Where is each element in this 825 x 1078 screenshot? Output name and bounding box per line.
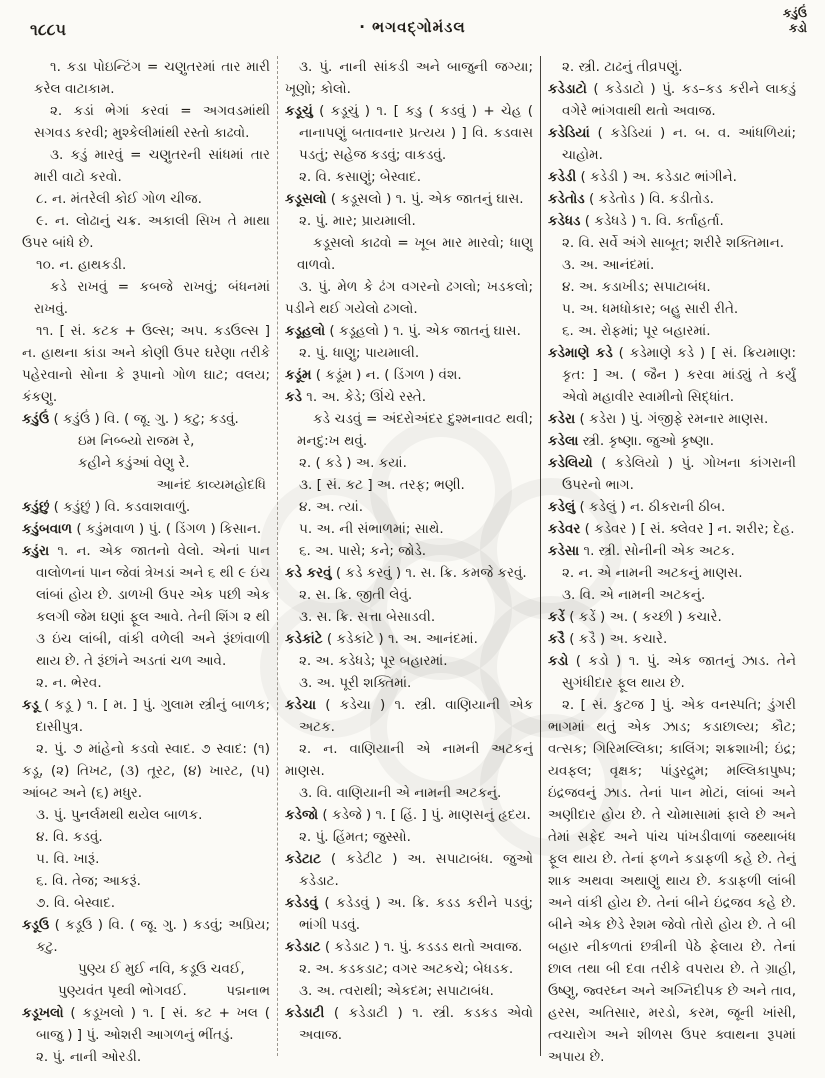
dictionary-line: કડૈ ( કડૈ ) અ. કચારે. bbox=[548, 631, 668, 647]
dictionary-line: ૩. પું. નાની સાંકડી અને બાજુની જગ્યા; ખૂણો; કોલો. bbox=[285, 59, 533, 97]
dictionary-line: ૬. વિ. તેજ; આકરૂં. bbox=[36, 873, 141, 889]
headword: કડૈ bbox=[548, 631, 565, 647]
headword: કડેકાંટે bbox=[285, 631, 323, 647]
dictionary-line: ૫. વિ. ખારૂં. bbox=[36, 851, 100, 867]
dictionary-line: ૨. પું. હિંમત; જુસ્સો. bbox=[299, 829, 411, 845]
dictionary-line: ૬. અ. રોફમાં; પૂર બહારમાં. bbox=[562, 323, 711, 339]
dictionary-line: કડેમાણે કડે ( કડેમાણે કડે ) [ સં. ક્રિયમાણ: કૃત: ] અ. ( જૈન ) કરવા માંડ્યું તે કર્યું એવો મહાવીર સ્વામીનો સિદ્ધાંત. bbox=[548, 345, 796, 405]
dictionary-line: આનંદ કાવ્યમહોદધિ bbox=[156, 477, 266, 493]
dictionary-line: કડૂંમ ( કડૂંમ ) ન. ( ડિંગળ ) વંશ. bbox=[285, 367, 462, 383]
headword: કડેડાટ bbox=[285, 939, 321, 955]
dictionary-line: ઇમ નિબ્બ્યો રાજમ રે, bbox=[78, 433, 195, 449]
headword: કડેલું bbox=[548, 499, 576, 515]
headword: કડુંબવાળ bbox=[22, 521, 73, 537]
headword: કડેડાટો bbox=[548, 81, 587, 97]
dictionary-line: ૨. વિ. સર્વે અંગે સાબૂત; શરીરે શક્તિમાન. bbox=[562, 235, 785, 251]
dictionary-line: કડૂ ( કડૂ ) ૧. [ મ. ] પું. ગુલામ સ્ત્રીનું બાળક; દાસીપુત્ર. bbox=[22, 697, 270, 735]
headword: કડેવર bbox=[548, 521, 581, 537]
dictionary-line: ૨. વિ. કસાણું; બેસ્વાદ. bbox=[299, 169, 422, 185]
dictionary-line: ૨. કડાં ભેગાં કરવાં = અગવડમાંથી સગવડ કરવી; મુશ્કેલીમાંથી રસ્તો કાઢવો. bbox=[34, 103, 270, 141]
page-number: ૧૮૮૫ bbox=[30, 20, 66, 39]
dictionary-line: ૩. સ. ક્રિ. સત્તા બેસાડવી. bbox=[299, 609, 436, 625]
dictionary-column-right bbox=[548, 56, 796, 1066]
dictionary-line: કડૂઉ ( કડૂઉ ) વિ. ( જૂ. ગુ. ) કડવું; અપ્રિય; કટુ. bbox=[22, 917, 270, 955]
dictionary-line: કડેટાટ ( કડેટીટ ) અ. સપાટાબંધ. જુઓ કડેડાટ. bbox=[285, 851, 533, 889]
dictionary-line: કડો ( કડો ) ૧. પું. એક જાતનું ઝાડ. તેને સુગંધીદાર ફૂલ થાય છે. bbox=[548, 653, 796, 691]
headword: કડૂખલો bbox=[22, 1005, 64, 1021]
dictionary-line: ૨. ન. વાણિયાની એ નામની અટકનું માણસ. bbox=[285, 741, 533, 779]
dictionary-line: ૨. [ સં. કુટજ ] પું. એક વનસ્પતિ; ડુંગરી ભાગમાં થતું એક ઝાડ; કડાછાલ્ય; કૌટ; વત્સક; ગિરિમલ્લિકા; કાલિંગ; શક્રશાખી; ઇંદ્ર; યવફલ; વૃક્ષક; પાંડુરદ્રુમ; મલ્લિકાપુષ્પ; ઇંદ્રજવનું ઝાડ. તેનાં પાન મોટાં, લાંબાં અને અણીદાર હોય છે. તે ચોમાસામાં ફાલે છે અને તેમાં સફેદ અને પાંચ પાંખડીવાળાં જથ્થાબંધ ફૂલ થાય છે. તેનાં ફળને કડાફળી કહે છે. તેનું શાક અથવા અથાણું થાય છે. કડાફળી લાંબી અને વાંકી હોય છે. તેનાં બીને ઇંદ્રજવ કહે છે. બીને એક છેડે રેશમ જેવો તોરો હોય છે. તે બી બહાર નીકળતાં છત્રીની પેઠે ફેલાય છે. તેનાં છાલ તથા બી દવા તરીકે વપરાય છે. તે ગ્રાહી, ઉષ્ણુ, જ્વરઘ્ન અને અગ્નિદીપક છે અને તાવ, હરસ, અતિસાર, મરડો, કરમ, જૂની ખાંસી, ત્વચારોગ અને શીળસ ઉપર ક્વાથના રૂપમાં અપાય છે. bbox=[548, 697, 796, 1065]
dictionary-line: ૩. પું. પુનર્લમથી થયેલ બાળક. bbox=[36, 807, 203, 823]
dictionary-line: ૨. ( કડે ) અ. કયાં. bbox=[299, 455, 407, 471]
headword: કડૂઉ bbox=[22, 917, 50, 933]
headword: કડુંઉં bbox=[22, 411, 50, 427]
headword: કડેડાટી bbox=[285, 1005, 325, 1021]
dictionary-line: ૩. [ સં. કટ ] અ. તરફ; ભણી. bbox=[299, 477, 465, 493]
dictionary-line: કડેસા ૧. સ્ત્રી. સોનીની એક અટક. bbox=[548, 543, 735, 559]
headword: કડે bbox=[285, 389, 302, 405]
dictionary-line: ૨. પું. નાની ઓરડી. bbox=[36, 1049, 142, 1065]
dictionary-line: કહીને કડુંઆં વેણુ રે. bbox=[78, 455, 190, 471]
dictionary-line: કડે ૧. અ. કેડે; ઊંચે રસ્તે. bbox=[285, 389, 427, 405]
headword: કડૂહલો bbox=[285, 323, 326, 339]
dictionary-line: કડુંબવાળ ( કડુંમવાળ ) પું. ( ડિંગળ ) કિસાન. bbox=[22, 521, 262, 537]
dictionary-line: ૫. અ. ની સંભાળમાં; સાથે. bbox=[299, 521, 444, 537]
dictionary-line: કડેતોડ ( કડેતોડ ) વિ. કડીતોડ. bbox=[548, 191, 714, 207]
dictionary-line: કડેકાંટે ( કડેકાંટે ) ૧. અ. આનંદમાં. bbox=[285, 631, 478, 647]
dictionary-line: કડે કરવું ( કડે કરવું ) ૧. સ. ક્રિ. કમજે કરવું. bbox=[285, 565, 527, 581]
dictionary-column-left bbox=[22, 56, 270, 1066]
dictionary-line: ૨. ન. ભેરવ. bbox=[36, 675, 102, 691]
dictionary-line: ૩. અ. પૂરી શક્તિમાં. bbox=[299, 675, 412, 691]
headword: કડેં bbox=[548, 609, 565, 625]
dictionary-line: ૩. વિ. વાણિયાની એ નામની અટકનું. bbox=[299, 785, 502, 801]
column-divider-dashed bbox=[277, 56, 278, 1056]
headword: કડો bbox=[548, 653, 569, 669]
headword: કડેડી bbox=[548, 169, 577, 185]
dictionary-line: કડુંછું ( કડુંછું ) વિ. કડવાશવાળું. bbox=[22, 499, 191, 515]
quote-source: પદ્મનાભ bbox=[226, 983, 270, 999]
dictionary-line bbox=[22, 980, 270, 1002]
dictionary-columns bbox=[22, 56, 796, 1066]
dictionary-column-middle bbox=[285, 56, 533, 1066]
dictionary-line: ૩. પું. મેળ કે ઢંગ વગરનો ઢગલો; ખડકલો; પડીને થઈ ગયેલો ઢગલો. bbox=[285, 279, 533, 317]
column-divider-solid bbox=[540, 56, 541, 1056]
dictionary-line: ૨. પું. ૭ માંહેનો કડવો સ્વાદ. ૭ સ્વાદ: (૧) કડૂ, (૨) તિખટ, (૩) તૂરટ, (૪) ખારટ, (૫) આંબટ અને (૬) મધુર. bbox=[22, 741, 270, 801]
dictionary-line: કડૂખલો ( કડૂખલો ) ૧. [ સં. કટ + ખલ ( બાજુ ) ] પું. ઓશરી આગળનું ભીંતડું. bbox=[22, 1005, 270, 1043]
dictionary-line: કડેરા ( કડેરા ) પું. ગંજીફે રમનાર માણસ. bbox=[548, 411, 769, 427]
headword: કડેચા bbox=[285, 697, 317, 713]
dictionary-line: ૨. સ્ત્રી. ટાઢનું તીવ્રપણું. bbox=[562, 59, 683, 75]
dictionary-line: કડેડાટ ( કડેડાટ ) ૧. પું. કડડડ થતો અવાજ. bbox=[285, 939, 523, 955]
dictionary-line: કડેડાટો ( કડેડાટો ) પું. કડ–કડ કરીને લાકડું વગેરે ભાંગવાથી થતો અવાજ. bbox=[548, 81, 796, 119]
dictionary-line: કડેડી ( કડેડી ) અ. કડેડાટ ભાંગીને. bbox=[548, 169, 737, 185]
headword: કડેટાટ bbox=[285, 851, 321, 867]
page-title: · ભગવદ્ગોમંડલ bbox=[359, 18, 466, 36]
dictionary-line: ૨. પું. માર; પ્રાયમાલી. bbox=[299, 213, 416, 229]
dictionary-line: ૮. ન. મંતરેલી કોઈ ગોળ ચીજ. bbox=[36, 191, 202, 207]
dictionary-line: કડેજો ( કડેજે ) ૧. [ હિં. ] પું. માણસનું હૃદય. bbox=[285, 807, 531, 823]
dictionary-line: ૨. અ. કડેધડે; પૂર બહારમાં. bbox=[299, 653, 448, 669]
dictionary-line: ૩. વિ. એ નામની અટકનું. bbox=[562, 587, 706, 603]
dictionary-line: કડેં ( કડેં ) અ. ( કચ્છી ) કચારે. bbox=[548, 609, 722, 625]
dictionary-line: ૧૧. [ સં. કટક + ઉલ્સ; અપ. કડઉલ્સ ] ન. હાથના કાંડા અને કોણી ઉપર ઘરેણા તરીકે પહેરવાનો સોના કે રૂપાનો ગોળ ઘાટ; વલય; કંકણુ. bbox=[22, 323, 270, 405]
dictionary-line: ૨. અ. કડકડાટ; વગર અટકચે; બેધડક. bbox=[299, 961, 514, 977]
headword: કડેસા bbox=[548, 543, 580, 559]
dictionary-line: ૨. પું. ધાણુ; પાયમાલી. bbox=[299, 345, 420, 361]
headword: કડેધડ bbox=[548, 213, 581, 229]
dictionary-line: કડે રાખવું = કબજે રાખવું; બંધનમાં રાખવું. bbox=[34, 279, 270, 317]
quote-text: પુણ્યવંત પૃથ્વી ભોગવઈ. bbox=[58, 983, 187, 999]
dictionary-line: ૩. કડું મારવું = ચણુતરની સાંધમાં તાર મારી વાટો કરવો. bbox=[34, 147, 270, 185]
dictionary-line: ૩. અ. ત્વરાથી; એકદમ; સપાટાબંધ. bbox=[299, 983, 494, 999]
headword: કડૂંમ bbox=[285, 367, 312, 383]
dictionary-line: કડેધડ ( કડેધડે ) ૧. વિ. કર્તાહર્તા. bbox=[548, 213, 724, 229]
headword: કડુંછું bbox=[22, 499, 50, 515]
dictionary-line: ૩. અ. આનંદમાં. bbox=[562, 257, 655, 273]
headword: કડે કરવું bbox=[285, 565, 332, 581]
headword: કડેડવું bbox=[285, 895, 318, 911]
guide-word-bottom: કડો bbox=[788, 21, 807, 35]
dictionary-line: કડૂહલો ( કડૂહલો ) ૧. પું. એક જાતનું ઘાસ. bbox=[285, 323, 521, 339]
headword: કડૂચું bbox=[285, 103, 313, 119]
dictionary-line: કડુંરા ૧. ન. એક જાતનો વેલો. એનાં પાન વાલોળનાં પાન જેવાં ત્રેખડાં અને ૬ થી ૯ ઇંચ લાંબાં હોય છે. ડાળખી ઉપર એક પછી એક કલગી જેમ ઘણાં ફૂલ આવે. તેની શિંગ ૨ થી ૩ ઇંચ લાંબી, વાંકી વળેલી અને રૂંછાંવાળી થાય છે. તે રૂંછાંને અડતાં ચળ આવે. bbox=[22, 543, 270, 669]
guide-word-top: કડુંઉં bbox=[782, 6, 807, 20]
dictionary-line: ૭. વિ. બેસ્વાદ. bbox=[36, 895, 116, 911]
dictionary-line: પુણ્ય ઈ મુઈ નવિ, કડૂઉ ચવઈ, bbox=[78, 961, 245, 977]
headword: કડુંરા bbox=[22, 543, 50, 559]
dictionary-line: કડુંઉં ( કડુંઉં ) વિ. ( જૂ. ગુ. ) કટુ; કડવું. bbox=[22, 411, 239, 427]
dictionary-line: ૪. અ. ત્યાં. bbox=[299, 499, 364, 515]
dictionary-line: કડે ચડવું = અંદરોઅંદર દુશ્મનાવટ થવી; મનદુ:ખ થવું. bbox=[297, 411, 533, 449]
headword: કડેતોડ bbox=[548, 191, 585, 207]
dictionary-line: કડૂસલો કાઢવો = ખૂબ માર મારવો; ધાણુ વાળવો. bbox=[297, 235, 533, 273]
headword: કડેરા bbox=[548, 411, 576, 427]
dictionary-line: ૧. કડા પોઇન્ટિંગ = ચણુતરમાં તાર મારી કરેલ વાટાકામ. bbox=[34, 59, 270, 97]
headword: કડેમાણે કડે bbox=[548, 345, 613, 361]
dictionary-line: કડેલા સ્ત્રી. કૃષ્ણા. જુઓ કૃષ્ણા. bbox=[548, 433, 715, 449]
dictionary-line: કડેલું ( કડેલું ) ન. ઠીકરાની ઠીબ. bbox=[548, 499, 726, 515]
headword: કડૂસલો bbox=[285, 191, 327, 207]
headword: કડેજો bbox=[285, 807, 319, 823]
guide-words bbox=[783, 6, 807, 36]
dictionary-line: ૪. અ. કડાખીડ; સપાટાબંધ. bbox=[562, 279, 711, 295]
dictionary-line: ૪. વિ. કડવું. bbox=[36, 829, 103, 845]
dictionary-line: ૬. અ. પાસે; કને; જોડે. bbox=[299, 543, 427, 559]
headword: કડેલિયો bbox=[548, 455, 593, 471]
dictionary-line: ૫. અ. ધમધોકાર; બહુ સારી રીતે. bbox=[562, 301, 739, 317]
dictionary-line: કડૂસલો ( કડૂસલો ) ૧. પું. એક જાતનું ઘાસ. bbox=[285, 191, 524, 207]
dictionary-line: કડેડાટી ( કડેડાટી ) ૧. સ્ત્રી. કડકડ એવો અવાજ. bbox=[285, 1005, 533, 1043]
dictionary-line: ૨. સ. ક્રિ. જીતી લેવું. bbox=[299, 587, 413, 603]
dictionary-line: કડૂચું ( કડૂચું ) ૧. [ કડુ ( કડવું ) + ચેહ ( નાનાપણું બતાવનાર પ્રત્યય ) ] વિ. કડવાસ પડતું; સહેજ કડવું; વાકડવું. bbox=[285, 103, 533, 163]
dictionary-line: ૨. ન. એ નામની અટકનું માણસ. bbox=[562, 565, 743, 581]
dictionary-line: કડેડવું ( કડેડવું ) અ. ક્રિ. કડડ કરીને પડવું; ભાંગી પડવું. bbox=[285, 895, 533, 933]
dictionary-line: કડેવર ( કડેવર ) [ સં. ક્લેવર ] ન. શરીર; દેહ. bbox=[548, 521, 795, 537]
dictionary-line: ૧૦. ન. હાથકડી. bbox=[36, 257, 127, 273]
dictionary-line: કડેલિયો ( કડેલિયો ) પું. ગોખના કાંગરાની ઉપરનો ભાગ. bbox=[548, 455, 796, 493]
headword: કડેડિયાં bbox=[548, 125, 590, 141]
dictionary-line: કડેચા ( કડેચા ) ૧. સ્ત્રી. વાણિયાની એક અટક. bbox=[285, 697, 533, 735]
dictionary-line: ૯. ન. લોઢાનું ચક્ર. અકાલી સિખ તે માથા ઉપર બાંધે છે. bbox=[22, 213, 270, 251]
headword: કડેલા bbox=[548, 433, 579, 449]
dictionary-line: કડેડિયાં ( કડેડિયાં ) ન. બ. વ. આંધળિયાં; ચાહોમ. bbox=[548, 125, 796, 163]
headword: કડૂ bbox=[22, 697, 39, 713]
